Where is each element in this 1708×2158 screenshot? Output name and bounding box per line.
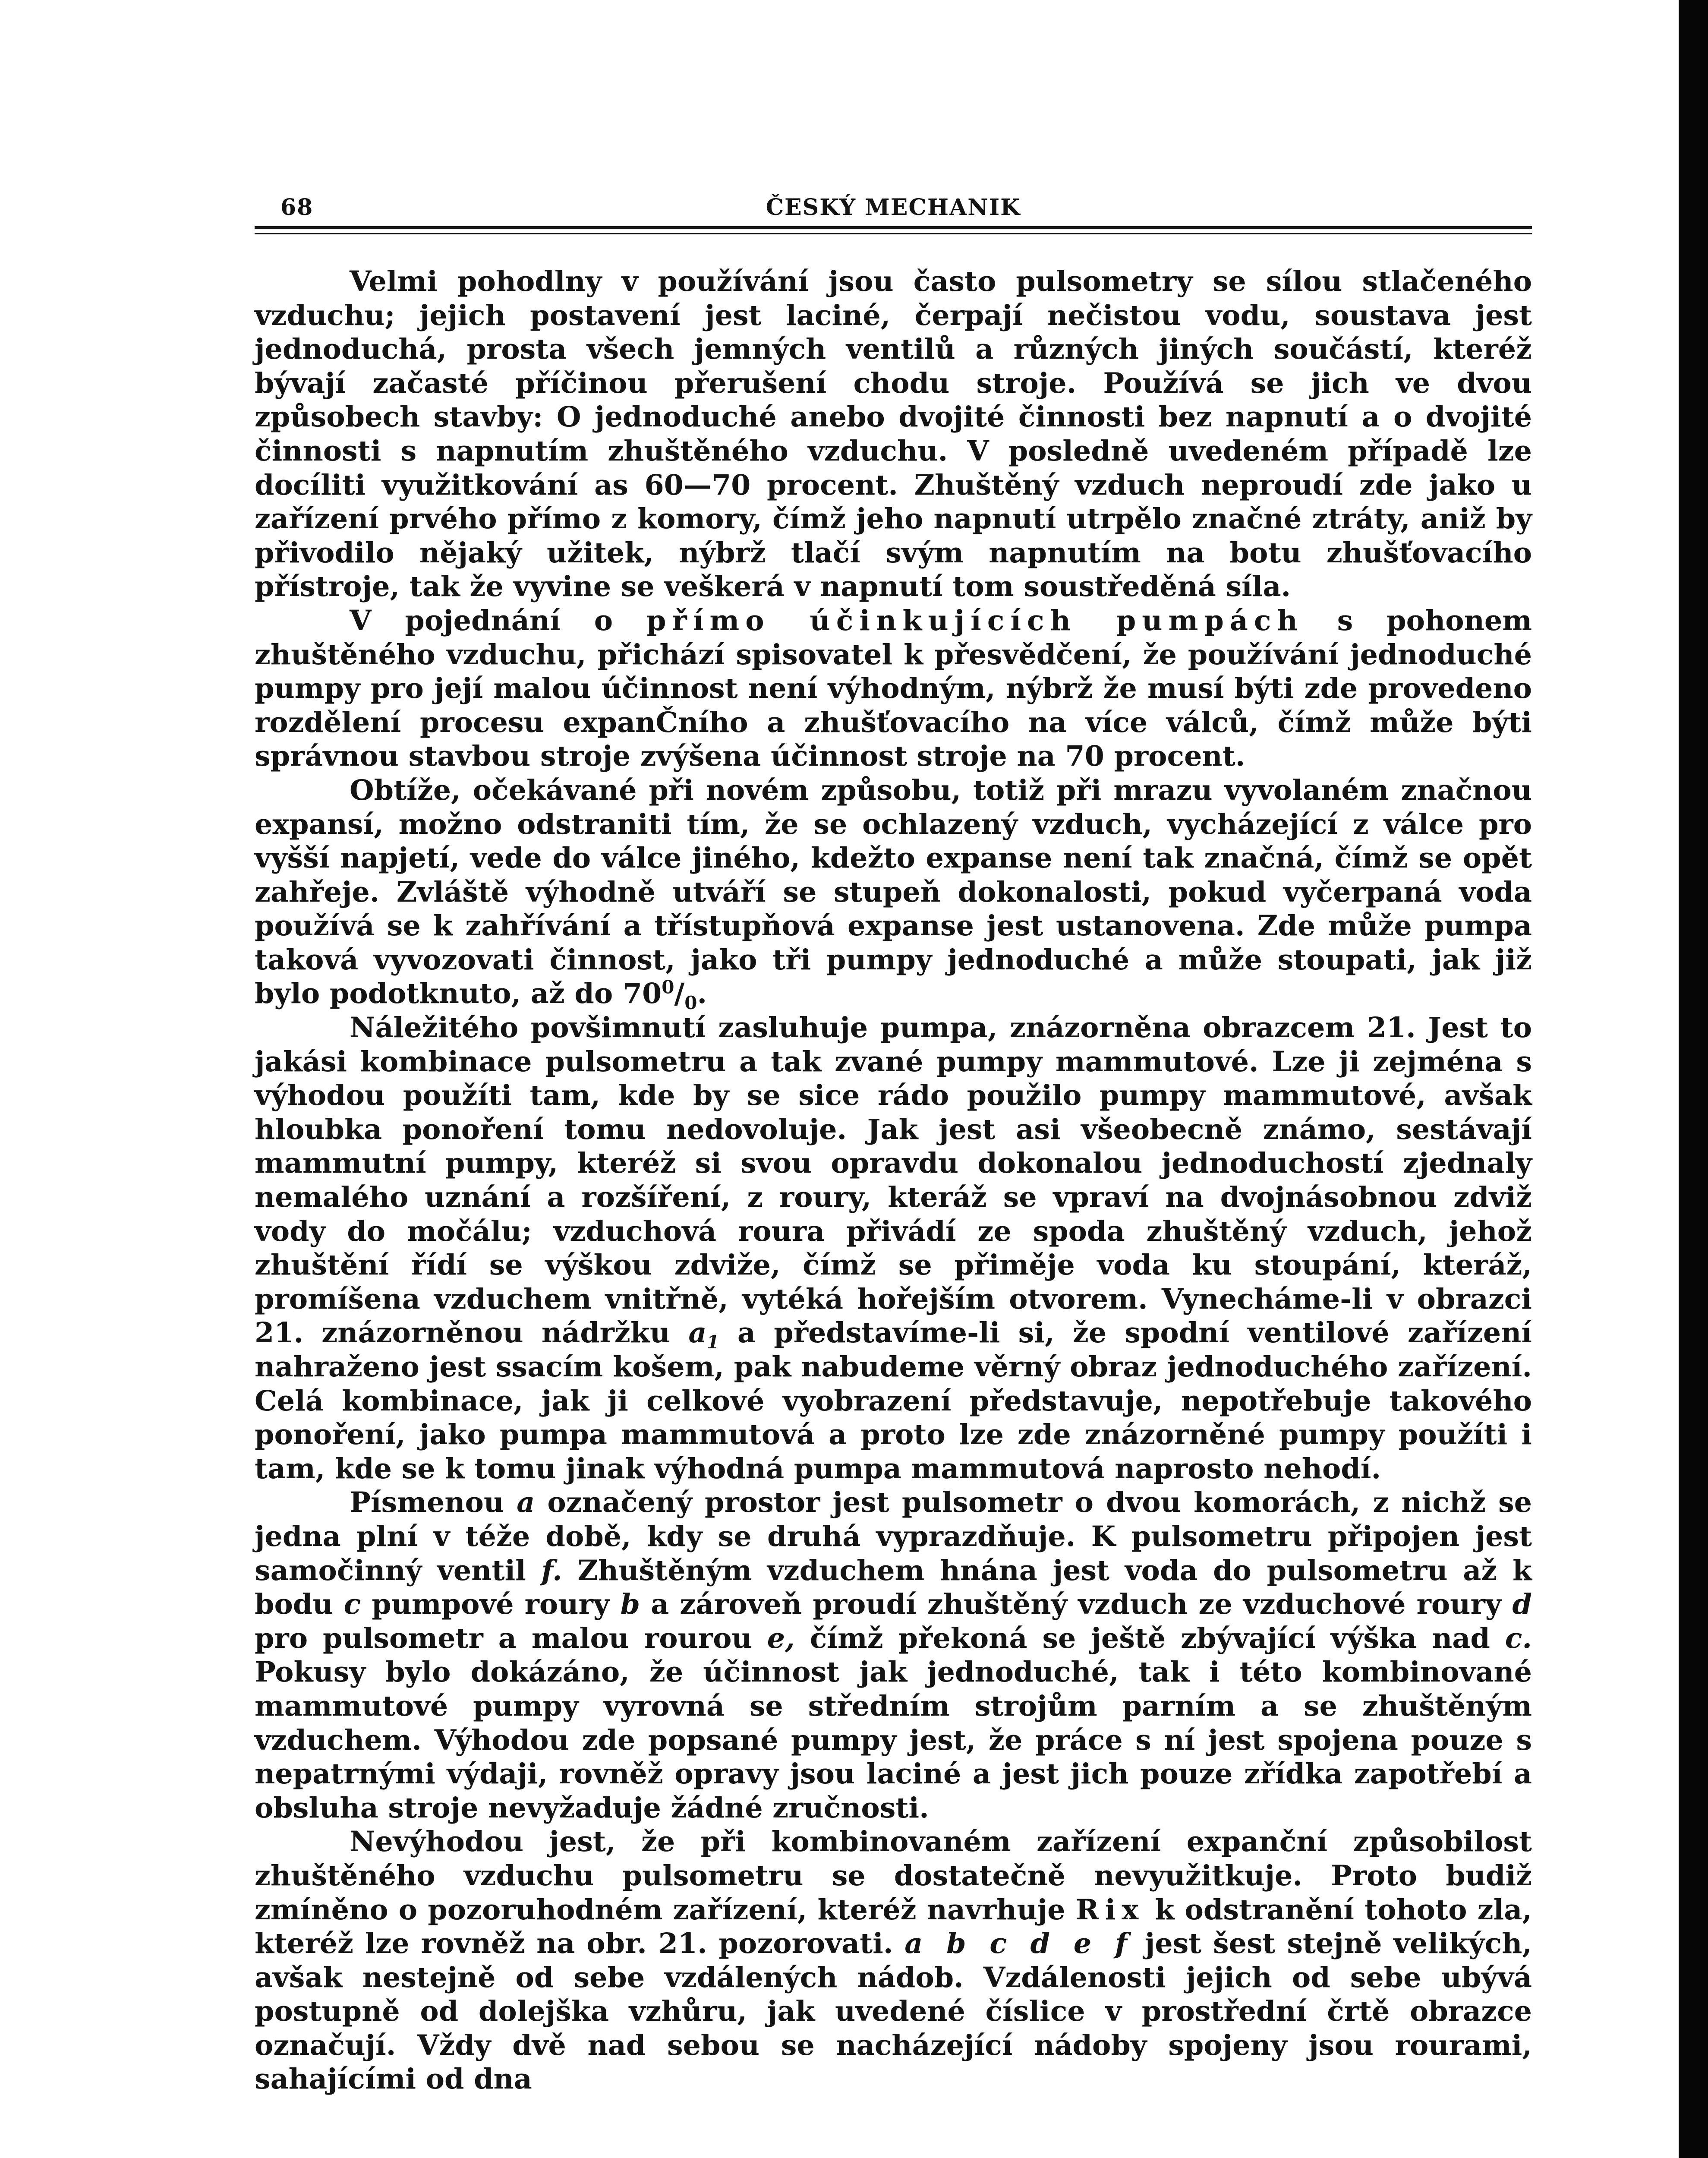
paragraph-6 xyxy=(255,1825,1532,2096)
paragraph-5-g: čímž překoná se ještě zbývající výška nad xyxy=(810,1622,1490,1655)
paragraph-5-b: označený prostor jest pulsometr o dvou komorách, z nichž se jedna plní v téže době, kdy se druhá vyprazdňuje. K pulsometru připojen jest samočinný ventil xyxy=(255,1486,1532,1587)
paragraph-6-b: k odstranění tohoto zla, kteréž lze rovněž na obr. 21. pozorovati. xyxy=(255,1893,1532,1960)
article-body xyxy=(255,265,1532,2096)
variable-b: b xyxy=(620,1588,640,1621)
running-title: ČESKÝ MECHANIK xyxy=(766,194,1021,221)
scan-edge-right xyxy=(1679,0,1708,2158)
header-rule xyxy=(255,226,1532,229)
header-rule-thin xyxy=(255,233,1532,234)
paragraph-5-f: pro pulsometr a malou rourou xyxy=(255,1622,752,1655)
book-page xyxy=(255,186,1532,2096)
running-head xyxy=(255,186,1532,223)
variable-f: f. xyxy=(541,1554,562,1587)
paragraph-2 xyxy=(255,604,1532,773)
vessel-letters: a b c d e f xyxy=(904,1927,1133,1960)
paragraph-6-c: jest šest stejně velikých, avšak nestejně od sebe vzdálených nádob. Vzdálenosti jejich od sebe ubývá postupně od dolejška vzhůru, jak uvedené číslice v prostřední črtě obrazce označují. Vždy dvě nad sebou se nacházející nádoby spojeny jsou rourami, sahajícími od dna xyxy=(255,1927,1532,2096)
page-number: 68 xyxy=(280,194,314,221)
paragraph-5-d: pumpové roury xyxy=(372,1588,610,1621)
paragraph-1: Velmi pohodlny v používání jsou často pulsometry se sílou stlačeného vzduchu; jejich postavení jest laciné, čerpají nečistou vodu, soustava jest jednoduchá, prosta všech jemných ventilů a různých jiných součástí, kteréž bývají začasté příčinou přerušení chodu stroje. Používá se jich ve dvou způsobech stavby: O jednoduché anebo dvojité činnosti bez napnutí a o dvojité činnosti s napnutím zhuštěného vzduchu. V posledně uvedeném případě lze docíliti využitkování as 60—70 procent. Zhuštěný vzduch neproudí zde jako u zařízení prvého přímo z komory, čímž jeho napnutí utrpělo značné ztráty, aniž by přivodilo nějaký užitek, nýbrž tlačí svým napnutím na botu zhušťovacího přístroje, tak že vyvine se veškerá v napnutí tom soustředěná síla. xyxy=(255,265,1532,603)
paragraph-5 xyxy=(255,1486,1532,1825)
variable-c: c xyxy=(343,1588,361,1621)
paragraph-5-a: Písmenou xyxy=(350,1486,504,1519)
variable-a1-sub: 1 xyxy=(706,1331,719,1353)
paragraph-4-b: a představíme-li si, že spodní ventilové zařízení nahraženo jest ssacím košem, pak nabudeme věrný obraz jednoduchého zařízení. Celá kombinace, jak ji celkové vyobrazení představuje, nepotřebuje takového ponoření, jako pumpa mammutová a proto lze zde znázorněné pumpy použíti i tam, kde se k tomu jinak výhodná pumpa mammutová naprosto nehodí. xyxy=(255,1316,1532,1485)
percent-slash: / xyxy=(674,977,685,1010)
variable-d: d xyxy=(1512,1588,1532,1621)
variable-c-2: c. xyxy=(1505,1622,1532,1655)
variable-a: a xyxy=(517,1486,535,1519)
paragraph-4 xyxy=(255,1011,1532,1486)
paragraph-5-h: Pokusy bylo dokázáno, že účinnost jak jednoduché, tak i této kombinované mammutové pumpy vyrovná se středním strojům parním a se zhuštěným vzduchem. Výhodou zde popsané pumpy jest, že práce s ní jest spojena pouze s nepatrnými výdaji, rovněž opravy jsou laciné a jest jich pouze zřídka zapotřebí a obsluha stroje nevyžaduje žádné zručnosti. xyxy=(255,1656,1532,1824)
variable-a1-letter: a xyxy=(688,1316,707,1350)
variable-a1 xyxy=(688,1316,719,1353)
paragraph-6-a: Nevýhodou jest, že při kombinovaném zařízení expanční způsobilost zhuštěného vzduchu pulsometru se dostatečně nevyužitkuje. Proto budiž zmíněno o pozoruhodném zařízení, kteréž navrhuje xyxy=(255,1825,1532,1926)
paragraph-2-lead: V pojednání o xyxy=(350,604,613,637)
paragraph-5-c: Zhuštěným vzduchem hnána jest voda do pulsometru až k bodu xyxy=(255,1554,1532,1621)
variable-e: e, xyxy=(767,1622,795,1655)
name-rix: Rix xyxy=(1075,1893,1145,1926)
paragraph-3 xyxy=(255,773,1532,1014)
paragraph-2-rest: s pohonem zhuštěného vzduchu, přichází spisovatel k přesvědčení, že používání jednoduché pumpy pro její malou účinnost není výhodným, nýbrž že musí býti zde provedeno rozdělení procesu expanČního a zhušťovacího na více válců, čímž může býti správnou stavbou stroje zvýšena účinnost stroje na 70 procent. xyxy=(255,604,1532,773)
paragraph-5-e: a zároveň proudí zhuštěný vzduch ze vzduchové roury xyxy=(651,1588,1502,1621)
percent-sub: 0 xyxy=(684,992,697,1014)
percent-sup: 0 xyxy=(662,976,674,998)
paragraph-3-end: . xyxy=(697,977,707,1010)
spaced-emphasis: přímo účinkujících pumpách xyxy=(646,604,1304,637)
paragraph-3-main: Obtíže, očekávané při novém způsobu, totiž při mrazu vyvolaném značnou expansí, možno odstraniti tím, že se ochlazený vzduch, vycházející z válce pro vyšší napjetí, vede do válce jiného, kdežto expanse není tak značná, čímž se opět zahřeje. Zvláště výhodně utváří se stupeň dokonalosti, pokud vyčerpaná voda používá se k zahřívání a třístupňová expanse jest ustanovena. Zde může pumpa taková vyvozovati činnost, jako tři pumpy jednoduché a může stoupati, jak již bylo podotknuto, až do 70 xyxy=(255,773,1532,1010)
paragraph-4-a: Náležitého povšimnutí zasluhuje pumpa, znázorněna obrazcem 21. Jest to jakási kombinace pulsometru a tak zvané pumpy mammutové. Lze ji zejména s výhodou použíti tam, kde by se sice rádo použilo pumpy mammutové, avšak hloubka ponoření tomu nedovoluje. Jak jest asi všeobecně známo, sestávají mammutní pumpy, kteréž si svou opravdu dokonalou jednoduchostí zjednaly nemalého uznání a rozšíření, z roury, kteráž se vpraví na dvojnásobnou zdviž vody do močálu; vzduchová roura přivádí ze spoda zhuštěný vzduch, jehož zhuštění řídí se výškou zdviže, čímž se přiměje voda ku stoupání, kteráž, promíšena vzduchem vnitřně, vytéká hořejším otvorem. Vynecháme-li v obrazci 21. znázorněnou nádržku xyxy=(255,1011,1532,1350)
